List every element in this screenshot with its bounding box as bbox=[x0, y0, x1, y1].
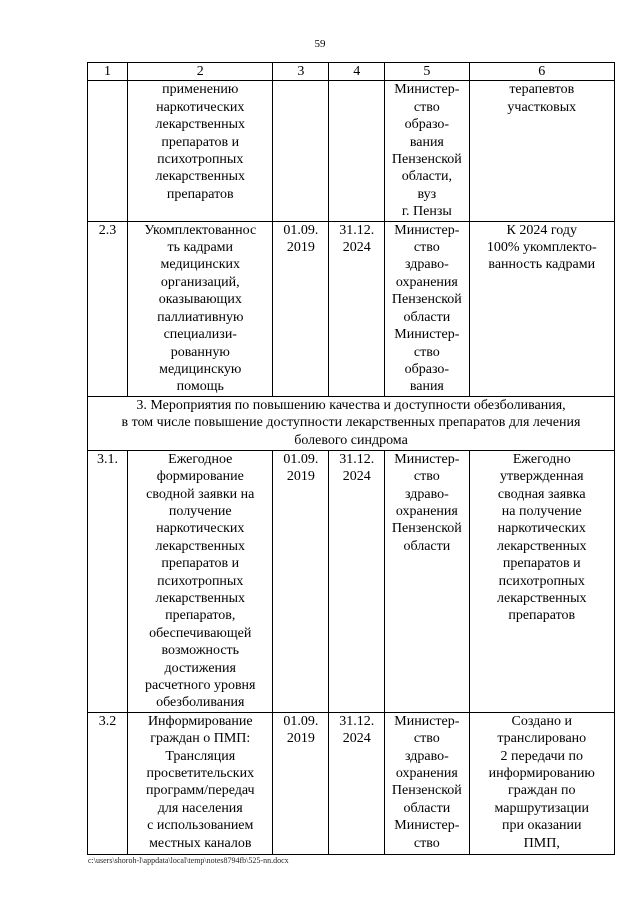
cell-responsible: Министер- ство образо- вания Пензенской области, вуз г. Пензы bbox=[385, 81, 469, 221]
cell-start-date bbox=[273, 81, 329, 221]
footer-file-path: c:\users\shoroh-l\appdata\local\temp\notes8794fb\525-nn.docx bbox=[88, 856, 289, 865]
cell-responsible: Министер- ство здраво- охранения Пензенской области bbox=[385, 450, 469, 712]
cell-result: Ежегодно утвержденная сводная заявка на получение наркотических лекарственных препаратов и психотропных лекарственных препаратов bbox=[469, 450, 614, 712]
cell-end-date bbox=[329, 81, 385, 221]
cell-measure: применению наркотических лекарственных препаратов и психотропных лекарственных препаратов bbox=[128, 81, 273, 221]
cell-measure: Укомплектованнос ть кадрами медицинских организаций, оказывающих паллиативную специализи- рованную медицинскую помощь bbox=[128, 221, 273, 396]
cell-measure: Информирование граждан о ПМП: Трансляция просветительских программ/передач для населения с использованием местных каналов bbox=[128, 712, 273, 854]
table-header-row bbox=[88, 63, 615, 81]
table-row bbox=[88, 81, 615, 221]
cell-number: 3.1. bbox=[88, 450, 128, 712]
cell-responsible: Министер- ство здраво- охранения Пензенской области Министер- ство образо- вания bbox=[385, 221, 469, 396]
table-row bbox=[88, 450, 615, 712]
page-number: 59 bbox=[314, 38, 326, 50]
cell-result: К 2024 году 100% укомплекто- ванность кадрами bbox=[469, 221, 614, 396]
cell-number: 3.2 bbox=[88, 712, 128, 854]
cell-end-date: 31.12. 2024 bbox=[329, 221, 385, 396]
cell-responsible: Министер- ство здраво- охранения Пензенской области Министер- ство bbox=[385, 712, 469, 854]
measures-table bbox=[87, 62, 615, 855]
cell-end-date: 31.12. 2024 bbox=[329, 712, 385, 854]
table-row bbox=[88, 712, 615, 854]
cell-start-date: 01.09. 2019 bbox=[273, 712, 329, 854]
section-heading: 3. Мероприятия по повышению качества и доступности обезболивания, в том числе повышение доступности лекарственных препаратов для лечения болевого синдрома bbox=[88, 396, 615, 450]
cell-measure: Ежегодное формирование сводной заявки на получение наркотических лекарственных препаратов и психотропных лекарственных препаратов, обеспечивающей возможность достижения расчетного уровня обезболивания bbox=[128, 450, 273, 712]
header-cell: 4 bbox=[329, 63, 385, 81]
header-cell: 2 bbox=[128, 63, 273, 81]
section-row bbox=[88, 396, 615, 450]
cell-start-date: 01.09. 2019 bbox=[273, 221, 329, 396]
cell-result: терапевтов участковых bbox=[469, 81, 614, 221]
header-cell: 1 bbox=[88, 63, 128, 81]
header-cell: 5 bbox=[385, 63, 469, 81]
header-cell: 3 bbox=[273, 63, 329, 81]
cell-number: 2.3 bbox=[88, 221, 128, 396]
cell-number bbox=[88, 81, 128, 221]
header-cell: 6 bbox=[469, 63, 614, 81]
table-row bbox=[88, 221, 615, 396]
cell-end-date: 31.12. 2024 bbox=[329, 450, 385, 712]
cell-start-date: 01.09. 2019 bbox=[273, 450, 329, 712]
cell-result: Создано и транслировано 2 передачи по информированию граждан по маршрутизации при оказании ПМП, bbox=[469, 712, 614, 854]
